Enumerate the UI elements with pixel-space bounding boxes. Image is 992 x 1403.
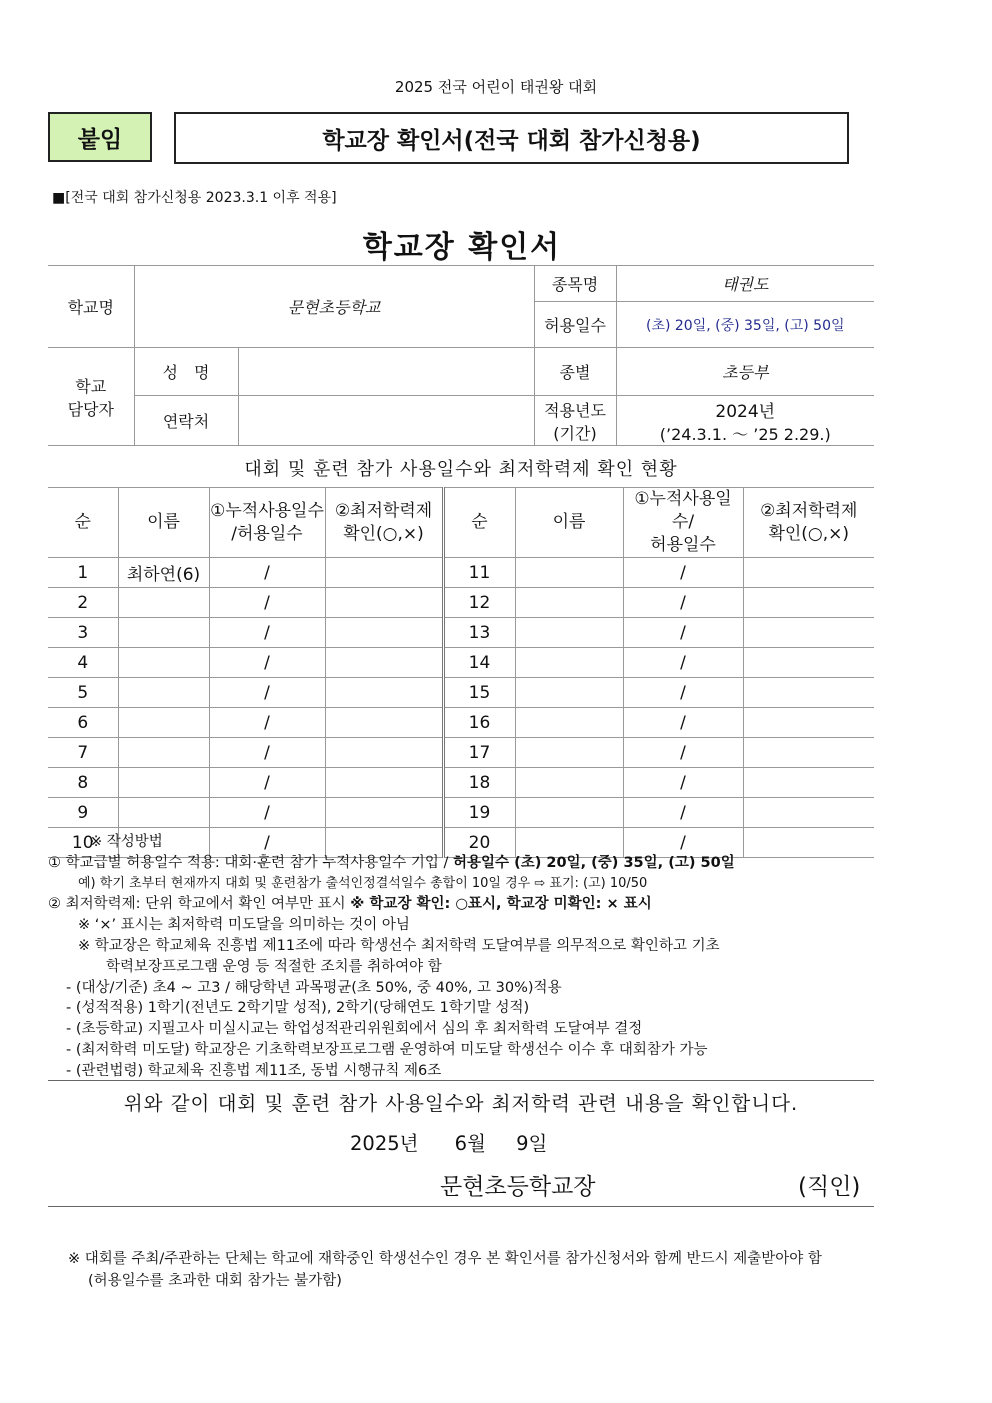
cell-days: / — [209, 618, 325, 648]
year-label-line2: (기간) — [553, 423, 597, 443]
manager-label — [48, 348, 134, 446]
detail-4: - (최저학력 미도달) 학교장은 기초학력보장프로그램 운영하여 미도달 학생선수 이수 후 대회참가 가능 — [66, 1041, 708, 1058]
cell-check — [325, 648, 443, 678]
cell-check — [743, 708, 874, 738]
cell-no: 18 — [443, 768, 515, 798]
header-name: 이름 — [118, 488, 209, 558]
manager-label-line2: 담당자 — [67, 399, 114, 419]
instructions — [48, 832, 918, 1082]
note-1-example: 예) 학기 초부터 현재까지 대회 및 훈련참가 출석인정결석일수 총합이 10일 경우 ⇨ 표기: (고) 10/50 — [78, 875, 648, 891]
allowed-days-label: 허용일수 — [534, 302, 616, 348]
cell-no: 11 — [443, 558, 515, 588]
cell-check — [325, 678, 443, 708]
note-1 — [48, 853, 918, 874]
cell-check — [743, 768, 874, 798]
cell-days: / — [623, 618, 743, 648]
cell-check — [325, 708, 443, 738]
cell-check — [743, 738, 874, 768]
cell-no: 9 — [48, 798, 118, 828]
cell-no: 17 — [443, 738, 515, 768]
cell-days: / — [623, 738, 743, 768]
cell-name: 최하연(6) — [118, 558, 209, 588]
name-value — [238, 348, 534, 396]
cell-name — [515, 708, 623, 738]
school-value: 문현초등학교 — [134, 266, 534, 348]
page-title: 학교장 확인서 — [362, 230, 562, 265]
cell-days: / — [209, 768, 325, 798]
header-check-right — [743, 488, 874, 558]
cell-check — [743, 618, 874, 648]
allowed-days-value: (초) 20일, (중) 35일, (고) 50일 — [616, 302, 874, 348]
cell-name — [515, 558, 623, 588]
table-row — [48, 588, 874, 618]
sport-label: 종목명 — [534, 266, 616, 302]
roster-table — [48, 487, 874, 858]
divider-bottom — [48, 1206, 874, 1207]
name-label: 성 명 — [134, 348, 238, 396]
table-row — [48, 618, 874, 648]
cell-no: 20 — [443, 828, 515, 858]
confirmation-date — [350, 1128, 547, 1156]
cell-no: 8 — [48, 768, 118, 798]
cell-check — [743, 678, 874, 708]
cell-name — [118, 738, 209, 768]
school-label: 학교명 — [48, 266, 134, 348]
table-row — [48, 558, 874, 588]
cell-days: / — [623, 828, 743, 858]
cell-days: / — [623, 678, 743, 708]
date-month: 6월 — [454, 1132, 486, 1155]
cell-check — [325, 738, 443, 768]
division-label: 종별 — [534, 348, 616, 396]
header-days-line1: ①누적사용일수 — [210, 500, 324, 521]
header-days-right — [623, 488, 743, 558]
header-check — [325, 488, 443, 558]
header-check-right-line1: ②최저학력제 — [760, 500, 858, 521]
cell-days: / — [209, 588, 325, 618]
contact-value — [238, 396, 534, 446]
date-year: 2025년 — [350, 1132, 419, 1155]
cell-days: / — [209, 708, 325, 738]
cell-days: / — [209, 558, 325, 588]
cell-name — [515, 588, 623, 618]
header-name-right: 이름 — [515, 488, 623, 558]
cell-name — [118, 618, 209, 648]
cell-name — [515, 648, 623, 678]
cell-days: / — [209, 738, 325, 768]
cell-no: 5 — [48, 678, 118, 708]
footer-line-2: (허용일수를 초과한 대회 참가는 불가함) — [88, 1273, 342, 1289]
cell-name — [515, 798, 623, 828]
cell-name — [118, 708, 209, 738]
note-4b: 학력보장프로그램 운영 등 적절한 조치를 취하여야 함 — [106, 958, 442, 975]
cell-no: 3 — [48, 618, 118, 648]
header-days — [209, 488, 325, 558]
cell-no: 13 — [443, 618, 515, 648]
header-check-line1: ②최저학력제 — [334, 500, 433, 521]
detail-1: - (대상/기준) 초4 ~ 고3 / 해당학년 과목평균(초 50%, 중 40%, 고 30%)적용 — [66, 979, 562, 996]
cell-days: / — [623, 768, 743, 798]
cell-check — [325, 558, 443, 588]
cell-days: / — [209, 798, 325, 828]
year-value: 2024년 — [715, 401, 776, 422]
cell-days: / — [623, 588, 743, 618]
official-seal-label: (직인) — [798, 1174, 861, 1200]
confirmation-text: 위와 같이 대회 및 훈련 참가 사용일수와 최저학력 관련 내용을 확인합니다. — [123, 1092, 799, 1115]
table-row — [48, 648, 874, 678]
year-label-line1: 적용년도 — [544, 400, 606, 420]
note-4a: ※ 학교장은 학교체육 진흥법 제11조에 따라 학생선수 최저학력 도달여부를 의무적으로 확인하고 기초 — [78, 937, 720, 954]
cell-check — [743, 648, 874, 678]
cell-no: 12 — [443, 588, 515, 618]
manager-label-line1: 학교 — [75, 376, 107, 396]
cell-days: / — [209, 648, 325, 678]
cell-name — [118, 648, 209, 678]
footer-line-1: ※ 대회를 주최/주관하는 단체는 학교에 재학중인 학생선수인 경우 본 확인서를 참가신청서와 함께 반드시 제출받아야 함 — [68, 1251, 822, 1267]
year-value-cell — [616, 396, 874, 446]
note-2-bold: ※ 학교장 확인: ○표시, 학교장 미확인: × 표시 — [350, 896, 652, 913]
form-title: 학교장 확인서(전국 대회 참가신청용) — [174, 112, 849, 164]
cell-check — [325, 768, 443, 798]
roster-title: 대회 및 훈련 참가 사용일수와 최저학력제 확인 현황 — [244, 459, 678, 480]
header-check-right-line2: 확인(○,×) — [768, 523, 850, 544]
header-days-right-line1: ①누적사용일수/ — [634, 489, 732, 532]
cell-check — [743, 588, 874, 618]
notes-heading: ※ 작성방법 — [90, 834, 163, 850]
event-name: 2025 전국 어린이 태권왕 대회 — [394, 78, 598, 96]
header-days-line2: /허용일수 — [231, 523, 303, 544]
cell-name — [118, 768, 209, 798]
detail-5: - (관련법령) 학교체육 진흥법 제11조, 동법 시행규칙 제6조 — [66, 1062, 442, 1079]
cell-no: 16 — [443, 708, 515, 738]
cell-no: 10 — [48, 828, 118, 858]
cell-name — [515, 768, 623, 798]
signer-name: 문현초등학교장 — [440, 1174, 596, 1200]
note-3: ※ ‘×’ 표시는 최저학력 미도달을 의미하는 것이 아님 — [78, 917, 410, 934]
cell-no: 7 — [48, 738, 118, 768]
detail-3: - (초등학교) 지필고사 미실시교는 학업성적관리위원회에서 심의 후 최저학력 도달여부 결정 — [66, 1021, 643, 1038]
cell-days: / — [623, 648, 743, 678]
cell-name — [118, 588, 209, 618]
period-value: (’24.3.1. ～ ’25 2.29.) — [659, 424, 831, 444]
year-label — [534, 396, 616, 446]
cell-no: 4 — [48, 648, 118, 678]
cell-name — [515, 618, 623, 648]
table-row — [48, 798, 874, 828]
cell-no: 2 — [48, 588, 118, 618]
footer-note — [68, 1248, 822, 1292]
school-info-table — [48, 265, 874, 446]
cell-days: / — [623, 798, 743, 828]
cell-check — [325, 618, 443, 648]
note-1-text: ① 학교급별 허용일수 적용: 대회·훈련 참가 누적사용일수 기입 / — [48, 854, 454, 871]
attachment-label: 붙임 — [48, 112, 152, 162]
cell-days: / — [209, 828, 325, 858]
table-row — [48, 738, 874, 768]
division-value: 초등부 — [616, 348, 874, 396]
table-row — [48, 708, 874, 738]
table-row — [48, 678, 874, 708]
header-no: 순 — [48, 488, 118, 558]
note-2 — [48, 894, 918, 915]
cell-check — [325, 588, 443, 618]
sport-value: 태권도 — [616, 266, 874, 302]
note-1-bold: 허용일수 (초) 20일, (중) 35일, (고) 50일 — [453, 854, 735, 871]
cell-check — [325, 798, 443, 828]
cell-days: / — [623, 558, 743, 588]
cell-check — [743, 798, 874, 828]
note-2-text: ② 최저학력제: 단위 학교에서 확인 여부만 표시 — [48, 896, 351, 913]
detail-2: - (성적적용) 1학기(전년도 2학기말 성적), 2학기(당해연도 1학기말 성적) — [66, 1000, 530, 1017]
cell-no: 1 — [48, 558, 118, 588]
cell-name — [118, 678, 209, 708]
cell-name — [515, 678, 623, 708]
cell-name — [118, 798, 209, 828]
cell-days: / — [209, 678, 325, 708]
header-days-right-line2: 허용일수 — [650, 535, 716, 555]
contact-label: 연락처 — [134, 396, 238, 446]
cell-name — [515, 738, 623, 768]
divider — [48, 1080, 874, 1081]
cell-check — [743, 558, 874, 588]
table-row — [48, 768, 874, 798]
header-check-line2: 확인(○,×) — [343, 523, 424, 544]
date-day: 9일 — [516, 1132, 548, 1155]
cell-no: 6 — [48, 708, 118, 738]
cell-no: 15 — [443, 678, 515, 708]
cell-days: / — [623, 708, 743, 738]
cell-no: 19 — [443, 798, 515, 828]
cell-no: 14 — [443, 648, 515, 678]
header-no-right: 순 — [443, 488, 515, 558]
apply-note: ■[전국 대회 참가신청용 2023.3.1 이후 적용] — [52, 190, 337, 206]
